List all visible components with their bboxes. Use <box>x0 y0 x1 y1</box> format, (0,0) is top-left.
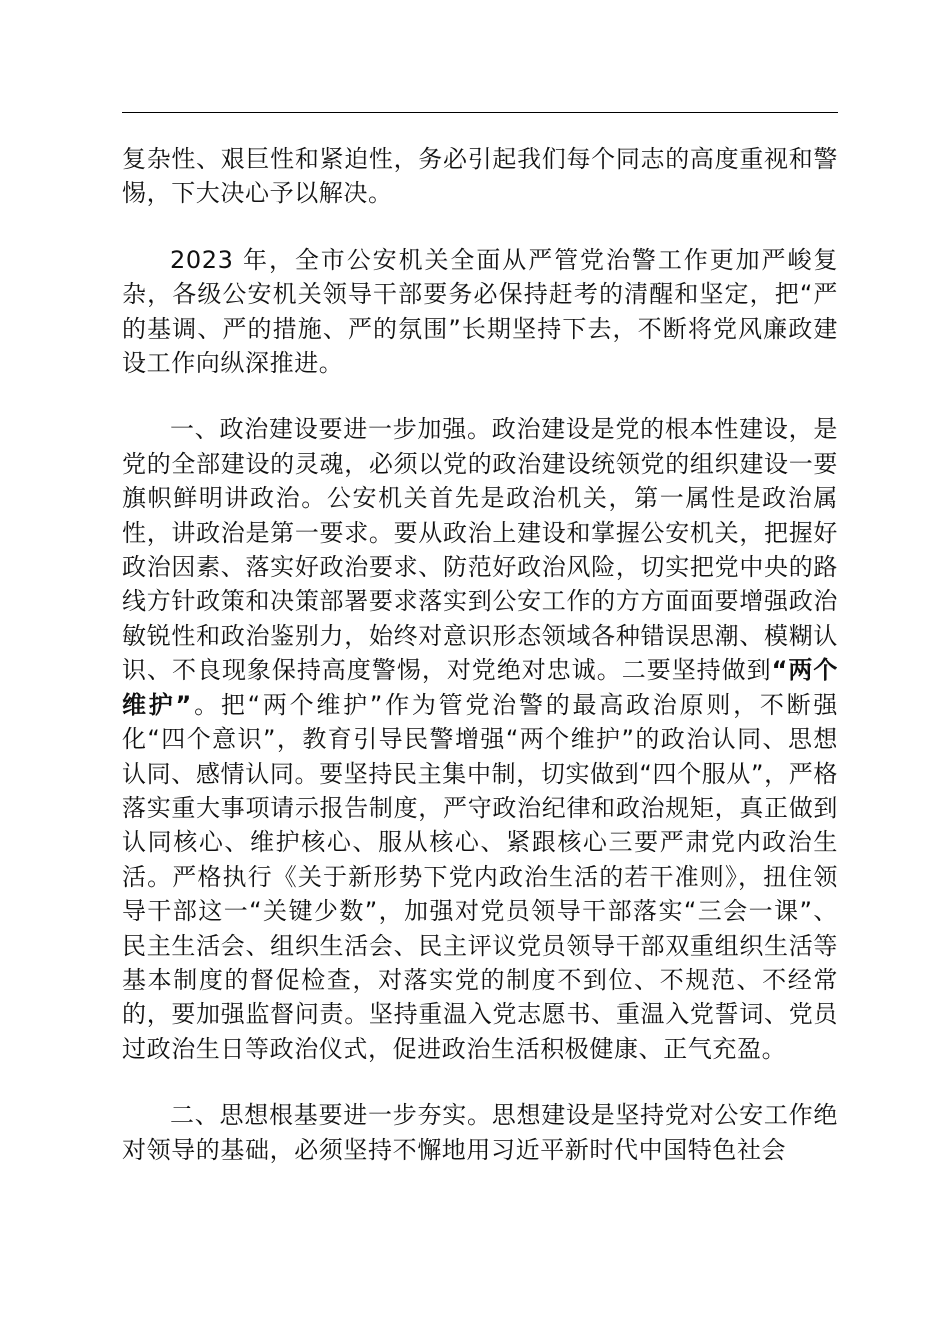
document-body <box>122 142 838 1167</box>
paragraph-continuation: 复杂性、艰巨性和紧迫性，务必引起我们每个同志的高度重视和警惕，下大决心予以解决。 <box>122 145 838 208</box>
paragraph-ideological-foundation: 二、思想根基要进一步夯实。思想建设是坚持党对公安工作绝对领导的基础，必须坚持不懈地用习近平新时代中国特色社会 <box>122 1101 838 1164</box>
paragraph-intro-2023: 2023 年，全市公安机关全面从严管党治警工作更加严峻复杂，各级公安机关领导干部要务必保持赶考的清醒和坚定，把“严的基调、严的措施、严的氛围”长期坚持下去，不断将党风廉政建设工作向纵深推进。 <box>122 245 838 378</box>
header-rule <box>122 112 838 113</box>
paragraph-political-construction-part1: 一、政治建设要进一步加强。政治建设是党的根本性建设，是党的全部建设的灵魂，必须以党的政治建设统领党的组织建设一要旗帜鲜明讲政治。公安机关首先是政治机关，第一属性是政治属性，讲政治是第一要求。要从政治上建设和掌握公安机关，把握好政治因素、落实好政治要求、防范好政治风险，切实把党中央的路线方针政策和决策部署要求落实到公安工作的方方面面要增强政治敏锐性和政治鉴别力，始终对意识形态领域各种错误思潮、模糊认识、不良现象保持高度警惕，对党绝对忠诚。二要坚持做到 <box>122 415 838 685</box>
paragraph-political-construction <box>122 412 838 1066</box>
paragraph-political-construction-part2: 。把“两个维护”作为管党治警的最高政治原则，不断强化“四个意识”，教育引导民警增强“两个维护”的政治认同、思想认同、感情认同。要坚持民主集中制，切实做到“四个服从”，严格落实重大事项请示报告制度，严守政治纪律和政治规矩，真正做到认同核心、维护核心、服从核心、紧跟核心三要严肃党内政治生活。严格执行《关于新形势下党内政治生活的若干准则》，扭住领导干部这一“关键少数”，加强对党员领导干部落实“三会一课”、民主生活会、组织生活会、民主评议党员领导干部双重组织生活等基本制度的督促检查，对落实党的制度不到位、不规范、不经常的，要加强监督问责。坚持重温入党志愿书、重温入党誓词、党员过政治生日等政治仪式，促进政治生活积极健康、正气充盈。 <box>122 690 838 1063</box>
paragraph-political-construction-bold: “两个维护” <box>122 656 838 719</box>
